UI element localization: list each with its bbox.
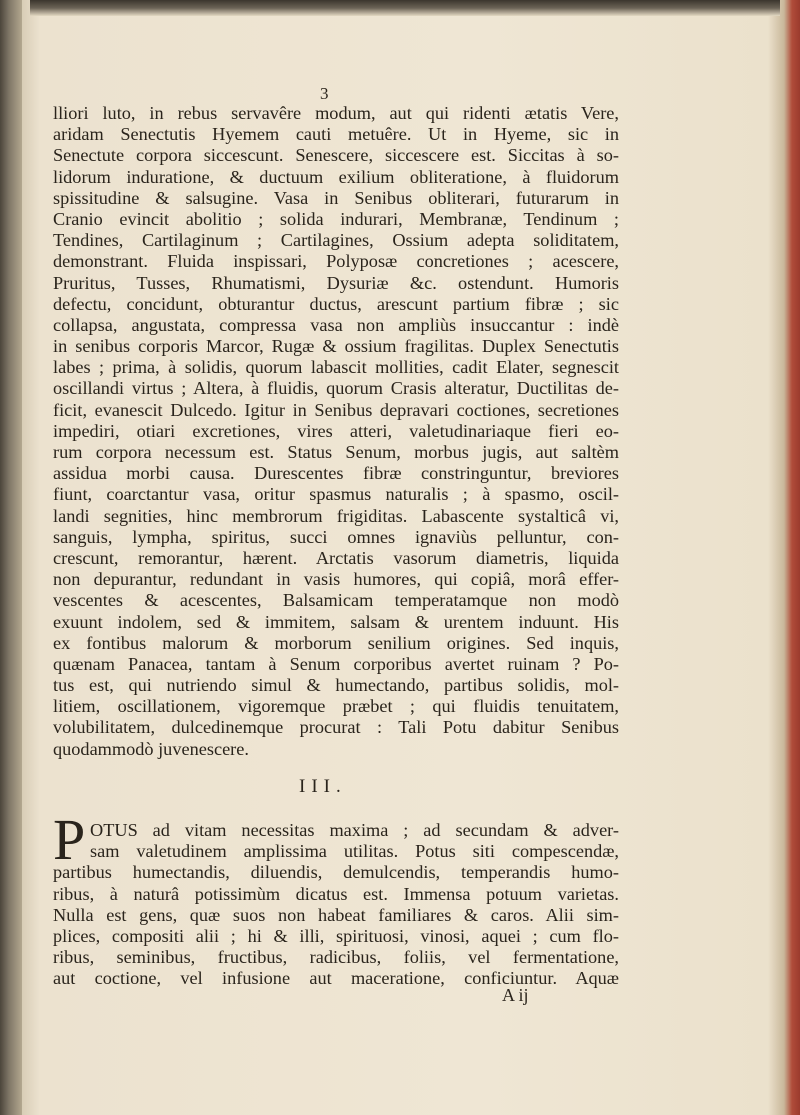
- text-line: litiem, oscillationem, vigoremque præbet ; qui fluidis tenuitatem,: [53, 696, 619, 717]
- text-line: spissitudine & salsugine. Vasa in Senibus obliterari, futurarum in: [53, 187, 619, 208]
- text-line: OTUS ad vitam necessitas maxima ; ad secundam & adver-: [90, 820, 619, 840]
- book-top-edge: [30, 0, 780, 16]
- text-line: quænam Panacea, tantam à Senum corporibus avertet ruinam ? Po-: [53, 653, 619, 674]
- text-line: collapsa, angustata, compressa vasa non ampliùs insuccantur : indè: [53, 314, 619, 335]
- text-line: lidorum induratione, & ductuum exilium obliteratione, à fluidorum: [53, 166, 619, 187]
- text-line: Cranio evincit abolitio ; solida indurari, Membranæ, Tendinum ;: [53, 208, 619, 229]
- text-line: partibus humectandis, diluendis, demulcendis, temperandis humo-: [53, 862, 619, 883]
- text-line: ribus, à naturâ potissimùm dicatus est. Immensa potuum varietas.: [53, 883, 619, 904]
- text-line: assidua morbi causa. Durescentes fibræ constringuntur, breviores: [53, 463, 619, 484]
- text-line: defectu, concidunt, obturantur ductus, arescunt partium fibræ ; sic: [53, 293, 619, 314]
- text-line: crescunt, remorantur, hærent. Arctatis vasorum diametris, liquida: [53, 547, 619, 568]
- text-line: aut coctione, vel infusione aut maceratione, conficiuntur. Aquæ: [53, 968, 619, 989]
- text-line: oscillandi virtus ; Altera, à fluidis, quorum Crasis alteratur, Ductilitas de-: [53, 378, 619, 399]
- drop-capital: P: [53, 807, 86, 872]
- section-heading: III.: [299, 776, 347, 797]
- text-line: impediri, otiari excretiones, vires atteri, valetudinariaque fieri eo-: [53, 420, 619, 441]
- text-line: sam valetudinem amplissima utilitas. Potus siti compescendæ,: [90, 841, 619, 862]
- text-line: Senectute corpora siccescunt. Senescere, siccescere est. Siccitas à so-: [53, 145, 619, 166]
- text-line: exuunt indolem, sed & immitem, salsam & urentem induunt. His: [53, 611, 619, 632]
- text-line: vescentes & acescentes, Balsamicam temperatamque non modò: [53, 590, 619, 611]
- text-line: fiunt, coarctantur vasa, oritur spasmus naturalis ; à spasmo, oscil-: [53, 484, 619, 505]
- text-line: Pruritus, Tusses, Rhumatismi, Dysuriæ &c. ostendunt. Humoris: [53, 272, 619, 293]
- text-line: labes ; prima, à solidis, quorum labascit mollities, cadit Elater, segnescit: [53, 357, 619, 378]
- text-line: ex fontibus malorum & morborum senilium origines. Sed inquis,: [53, 632, 619, 653]
- text-line: demonstrant. Fluida inspissari, Polyposæ concretiones ; acescere,: [53, 251, 619, 272]
- text-line: ribus, seminibus, fructibus, radicibus, foliis, vel fermentatione,: [53, 947, 619, 968]
- text-line: tus est, qui nutriendo simul & humectando, partibus solidis, mol-: [53, 675, 619, 696]
- text-line: ficit, evanescit Dulcedo. Igitur in Senibus depravari coctiones, secretiones: [53, 399, 619, 420]
- text-line: aridam Senectutis Hyemem cauti metuêre. Ut in Hyeme, sic in: [53, 124, 619, 145]
- text-line: volubilitatem, dulcedinemque procurat : Tali Potu dabitur Senibus: [53, 717, 619, 738]
- paragraph-section-three: [53, 820, 619, 990]
- text-line: in senibus corporis Marcor, Rugæ & ossium fragilitas. Duplex Senectutis: [53, 336, 619, 357]
- text-line: plices, compositi alii ; hi & illi, spirituosi, vinosi, aquei ; cum flo-: [53, 925, 619, 946]
- text-line: landi segnities, hinc membrorum frigiditas. Labascente systalticâ vi,: [53, 505, 619, 526]
- text-line: quodammodò juvenescere.: [53, 738, 249, 759]
- text-line: lliori luto, in rebus servavêre modum, aut qui ridenti ætatis Vere,: [53, 103, 619, 123]
- text-line: Tendines, Cartilaginum ; Cartilagines, Ossium adepta soliditatem,: [53, 230, 619, 251]
- page-number: 3: [320, 84, 329, 103]
- text-line: non depurantur, redundant in vasis humores, qui copiâ, morâ effer-: [53, 569, 619, 590]
- text-line: sanguis, lympha, spiritus, succi omnes ignaviùs pelluntur, con-: [53, 526, 619, 547]
- book-gutter-edge: [0, 0, 22, 1115]
- signature-mark: A ij: [502, 985, 529, 1005]
- text-line: Nulla est gens, quæ suos non habeat familiares & caros. Alii sim-: [53, 904, 619, 925]
- paragraph-body: [53, 103, 619, 760]
- text-line: rum corpora necessum est. Status Senum, morbus jugis, aut saltèm: [53, 442, 619, 462]
